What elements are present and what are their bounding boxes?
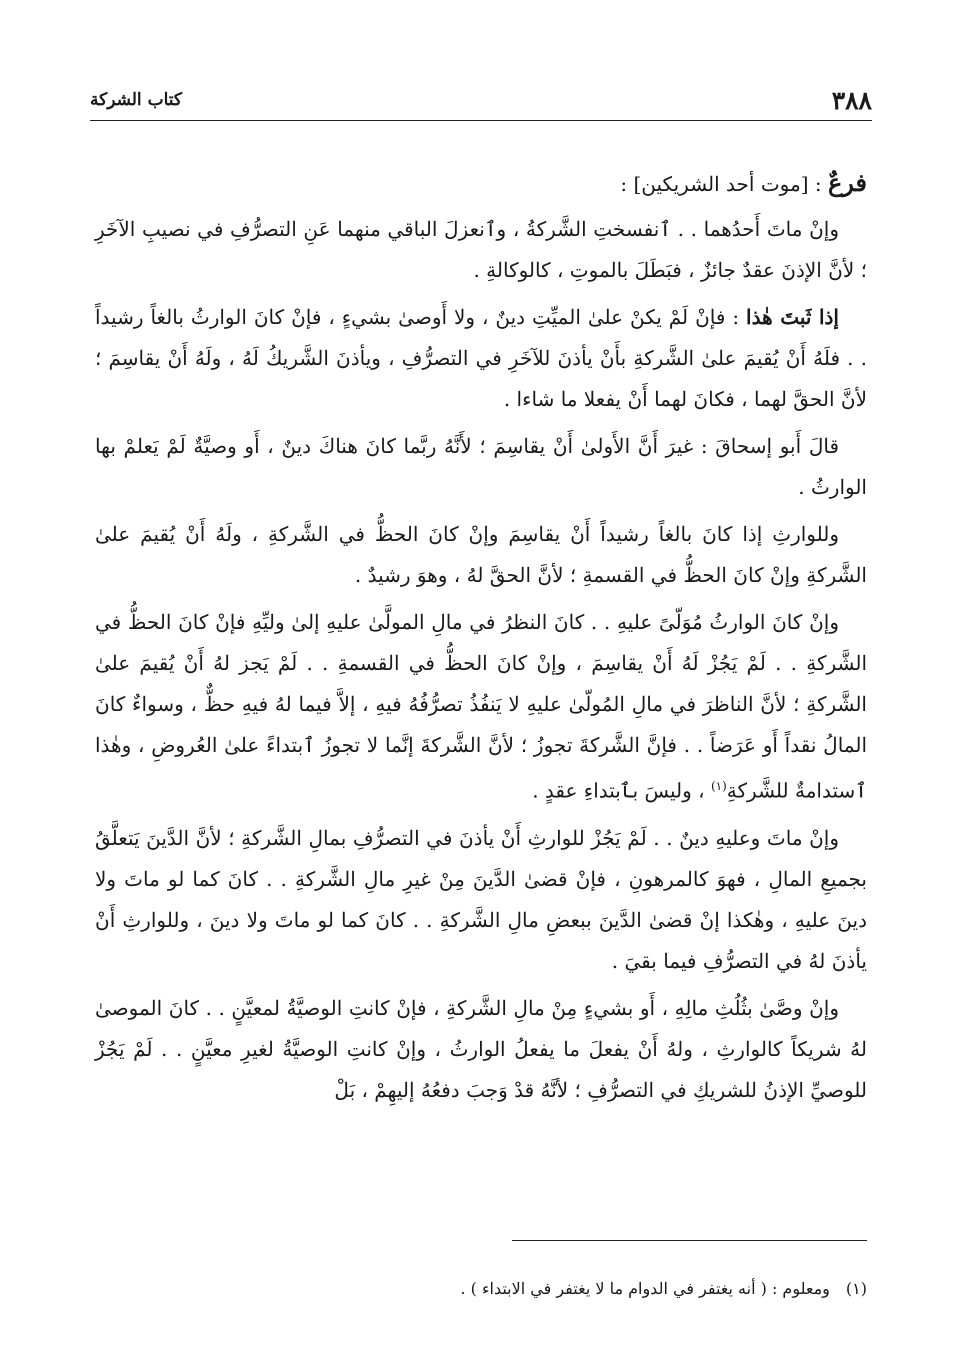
running-title: كتاب الشركة <box>90 90 182 110</box>
paragraph-abu-ishaq: قالَ أَبو إسحاقَ : غيرَ أَنَّ الأَولىٰ أَنْ يقاسِمَ ؛ لأَنَّهُ ربَّما كانَ هناكَ دينٌ ، أَو وصيَّةٌ لَمْ يَعلمْ بها الوارثُ . <box>95 434 867 499</box>
paragraph-bequest: وإنْ وصَّىٰ بثُلُثِ مالِهِ ، أَو بشيءٍ مِنْ مالِ الشَّركةِ ، فإنْ كانتِ الوصيَّةُ لمعيَّنٍ . . كانَ الموصىٰ لهُ شريكاً كالوارثِ ، ولهُ أَنْ يفعلَ ما يفعلُ الوارثُ ، وإنْ كانتِ الوصيَّةُ لغيرِ معيَّنٍ . . لَمْ يَجُزْ للوصيِّ الإذنُ للشريكِ في التصرُّفِ ؛ لأنَّهُ قدْ وَجبَ دفعُهُ إليهِمْ ، بَلْ <box>95 995 867 1102</box>
paragraph-text: وإنْ كانَ الوارثُ مُوَلّىً عليهِ . . كانَ النظرُ في مالِ المولَّىٰ عليهِ إلىٰ وليِّهِ فإنْ كانَ الحظُّ في الشَّركةِ . . لَمْ يَجُزْ لَهُ أَنْ يقاسِمَ ، وإنْ كانَ الحظُّ في القسمةِ . . لَمْ يَجز لهُ أَنْ يُقيمَ علىٰ الشَّركةِ ؛ لأنَّ الناظرَ في مالِ المُولّىٰ عليهِ لا يَنفُذُ تصرُّفُهُ فيهِ ، إلاَّ فيما لهُ فيهِ حظٌّ ، وسواءٌ كانَ المالُ نقداً أَو عَرَضاً . . فإنَّ الشَّركةَ تجوزُ ؛ لأنَّ الشَّركةَ إنَّما لا تجوزُ ٱبتداءً علىٰ العُروضِ ، وهٰذا ٱستدامةٌ للشَّركةِ <box>95 610 868 803</box>
page-number: ٣٨٨ <box>831 85 872 115</box>
paragraph-text-end: ، وليسَ بٱبتداءِ عقدٍ . <box>532 778 711 803</box>
footnote-number: (١) <box>845 1279 867 1298</box>
footnote-reference[interactable]: (١) <box>710 779 727 793</box>
paragraph-if-established <box>95 297 867 420</box>
paragraph-lead: إذا ثَبتَ هٰذا <box>746 305 839 329</box>
paragraph-debt: وإنْ ماتَ وعليهِ دينٌ . . لَمْ يَجُزْ للوارثِ أَنْ يأذنَ في التصرُّفِ بمالِ الشَّركةِ ؛ لأنَّ الدَّينَ يَتعلَّقُ بجميعِ المالِ ، فهوَ كالمرهونِ ، فإنْ قضىٰ الدَّينَ مِنْ غيرِ مالِ الشَّركةِ . . كانَ كما لو ماتَ ولا دينَ عليهِ ، وهٰكذا إنْ قضىٰ الدَّينَ ببعضِ مالِ الشَّركةِ . . كانَ كما لو ماتَ ولا دينَ ، وللوارثِ أَنْ يأذنَ لهُ في التصرُّفِ فيما بقيَ . <box>95 825 867 973</box>
page-body <box>95 162 867 1117</box>
paragraph-heir-ward <box>95 602 867 812</box>
page-header <box>90 80 872 121</box>
footnote-divider <box>512 1240 867 1241</box>
footnote <box>95 1276 867 1302</box>
paragraph-text: : فإنْ لَمْ يكنْ علىٰ الميِّتِ دينٌ ، ولا أَوصىٰ بشيءٍ ، فإنْ كانَ الوارثُ بالغاً رشيداً . . فلَهُ أَنْ يُقيمَ علىٰ الشَّركةِ بأَنْ يأذنَ للآخَرِ في التصرُّفِ ، ويأذنَ الشَّريكُ لَهُ ، ولَهُ أَنْ يقاسِمَ ؛ لأنَّ الحقَّ لهما ، فكانَ لهما أَنْ يفعلا ما شاءا . <box>95 305 867 411</box>
section-heading <box>95 162 867 205</box>
paragraph-heir-adult: وللوارثِ إذا كانَ بالغاً رشيداً أَنْ يقاسِمَ وإنْ كانَ الحظُّ في الشَّركةِ ، ولَهُ أَنْ يُقيمَ علىٰ الشَّركةِ وإنْ كانَ الحظُّ في القسمةِ ؛ لأنَّ الحقَّ لهُ ، وهوَ رشيدٌ . <box>95 522 867 587</box>
paragraph-death: وإنْ ماتَ أَحدُهما . . ٱنفسختِ الشَّركةُ ، وٱنعزلَ الباقي منهما عَنِ التصرُّفِ في نصيبِ الآخَرِ ؛ لأنَّ الإذنَ عقدٌ جائزٌ ، فبَطَلَ بالموتِ ، كالوكالةِ . <box>95 217 867 282</box>
footnote-text: ومعلوم : ( أنه يغتفر في الدوام ما لا يغتفر في الابتداء ) . <box>460 1279 830 1298</box>
branch-label: فرعٌ <box>827 168 867 197</box>
section-heading-text: : [موت أحد الشريكين] : <box>620 172 828 196</box>
